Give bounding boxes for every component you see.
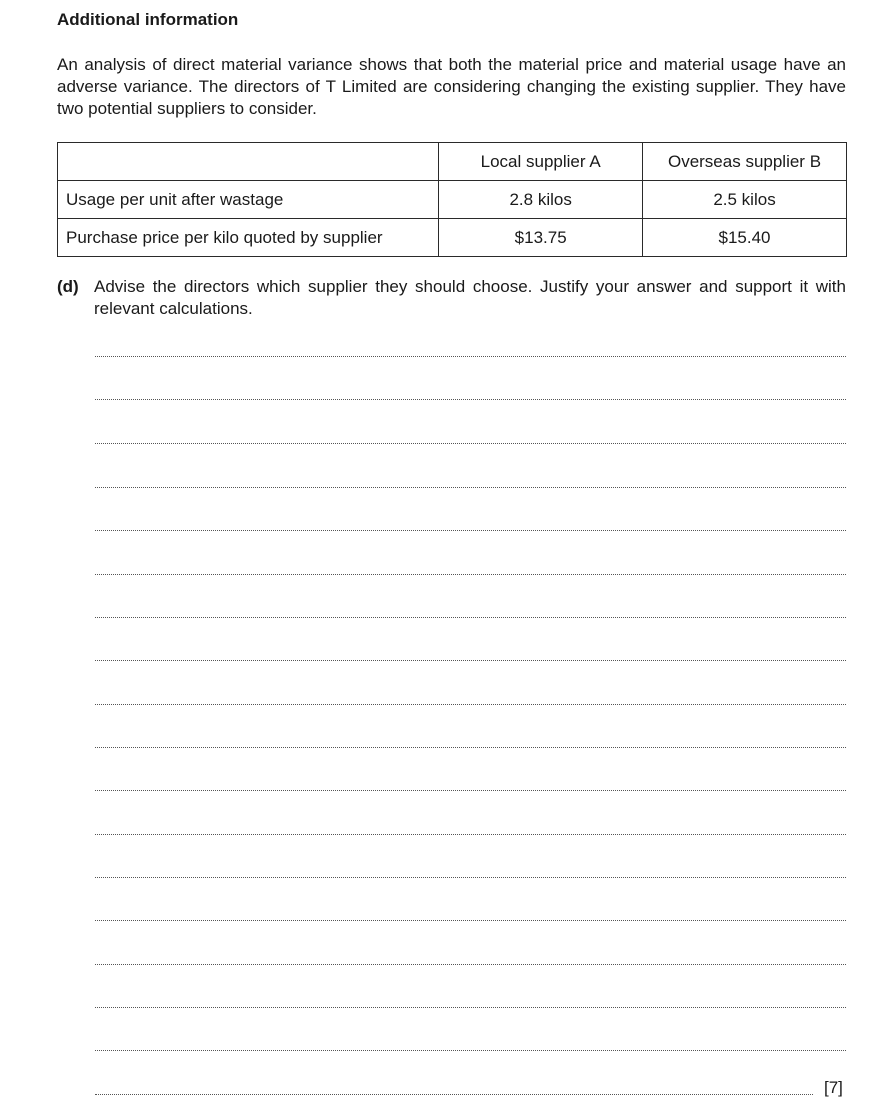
usage-supplier-b: 2.5 kilos [643, 181, 847, 219]
row-label-price: Purchase price per kilo quoted by supplier [58, 219, 439, 257]
question-number: (d) [57, 277, 79, 296]
question-text: Advise the directors which supplier they should choose. Justify your answer and support it with relevant calculations. [94, 277, 846, 318]
section-heading: Additional information [57, 10, 239, 29]
answer-line[interactable] [95, 487, 846, 488]
answer-line[interactable] [95, 1094, 813, 1095]
header-empty-cell [58, 143, 439, 181]
question-d [57, 276, 846, 320]
answer-line[interactable] [95, 1007, 846, 1008]
answer-line[interactable] [95, 920, 846, 921]
price-supplier-a: $13.75 [439, 219, 643, 257]
answer-line[interactable] [95, 1050, 846, 1051]
answer-line[interactable] [95, 660, 846, 661]
answer-line[interactable] [95, 704, 846, 705]
answer-line[interactable] [95, 877, 846, 878]
answer-line[interactable] [95, 530, 846, 531]
answer-line[interactable] [95, 356, 846, 357]
usage-supplier-a: 2.8 kilos [439, 181, 643, 219]
table-header-row [58, 143, 847, 181]
table-row [58, 219, 847, 257]
answer-line[interactable] [95, 834, 846, 835]
header-local-supplier-a: Local supplier A [439, 143, 643, 181]
answer-line[interactable] [95, 399, 846, 400]
price-supplier-b: $15.40 [643, 219, 847, 257]
answer-line[interactable] [95, 574, 846, 575]
table-row [58, 181, 847, 219]
header-overseas-supplier-b: Overseas supplier B [643, 143, 847, 181]
answer-line[interactable] [95, 747, 846, 748]
answer-line[interactable] [95, 443, 846, 444]
row-label-usage: Usage per unit after wastage [58, 181, 439, 219]
intro-paragraph: An analysis of direct material variance shows that both the material price and material usage have an adverse variance. The directors of T Limited are considering changing the existing supplier. They have two potential suppliers to consider. [57, 55, 846, 118]
answer-line[interactable] [95, 790, 846, 791]
answer-line[interactable] [95, 617, 846, 618]
marks-indicator: [7] [824, 1078, 843, 1097]
answer-line[interactable] [95, 964, 846, 965]
supplier-table [57, 142, 847, 257]
